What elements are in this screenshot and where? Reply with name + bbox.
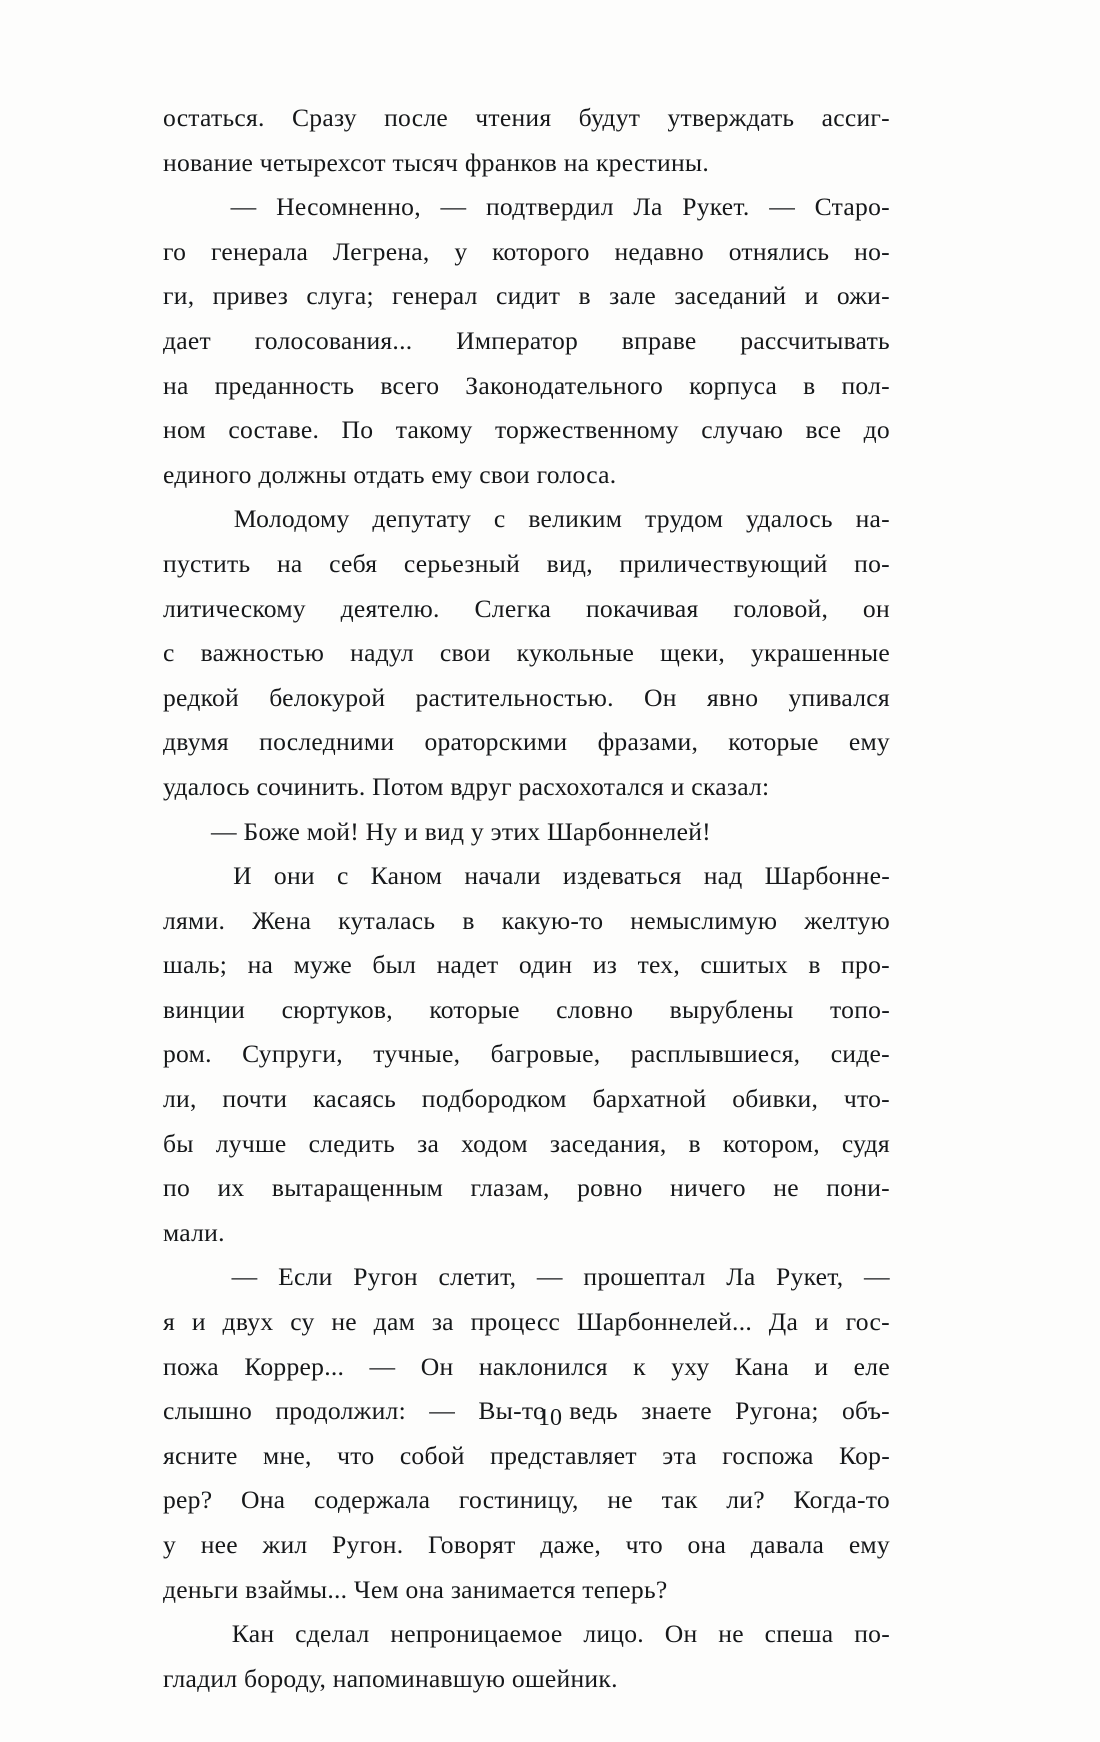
text-line: слышно продолжил: — Вы-то ведь знаете Ругона; объ- — [163, 1396, 890, 1426]
text-line: — Несомненно, — подтвердил Ла Рукет. — Старо- — [163, 185, 890, 230]
text-line: ли, почти касаясь подбородком бархатной обивки, что- — [163, 1084, 890, 1114]
paragraph-p5 — [163, 854, 890, 1255]
text-line: гладил бороду, напоминавшую ошейник. — [163, 1663, 618, 1693]
page-number: 10 — [538, 1405, 562, 1431]
text-line: шаль; на муже был надет один из тех, сшитых в про- — [163, 950, 890, 980]
text-line: ги, привез слуга; генерал сидит в зале заседаний и ожи- — [163, 281, 890, 311]
text-line: — Если Ругон слетит, — прошептал Ла Рукет, — — [163, 1255, 890, 1300]
text-line: у нее жил Ругон. Говорят даже, что она давала ему — [163, 1530, 890, 1559]
text-line: я и двух су не дам за процесс Шарбоннелей... Да и гос- — [163, 1307, 890, 1337]
text-line: удалось сочинить. Потом вдруг расхохотался и сказал: — [163, 771, 770, 801]
text-line: ром. Супруги, тучные, багровые, расплывшиеся, сиде- — [163, 1039, 890, 1069]
text-line: пожа Коррер... — Он наклонился к уху Кана и еле — [163, 1351, 890, 1381]
paragraph-indent — [163, 497, 211, 542]
text-line: бы лучше следить за ходом заседания, в котором, судя — [163, 1128, 890, 1158]
paragraph-indent — [163, 1612, 211, 1657]
paragraph-p2 — [163, 185, 890, 497]
text-line: литическому деятелю. Слегка покачивая головой, он — [163, 593, 890, 623]
text-line: ясните мне, что собой представляет эта госпожа Кор- — [163, 1440, 890, 1470]
text-line: остаться. Сразу после чтения будут утверждать ассиг- — [163, 103, 890, 132]
text-line: единого должны отдать ему свои голоса. — [163, 459, 617, 489]
text-column — [163, 96, 890, 1701]
paragraph-p1 — [163, 96, 890, 185]
paragraph-indent — [163, 854, 211, 899]
text-line: мали. — [163, 1217, 225, 1247]
text-line: двумя последними ораторскими фразами, которые ему — [163, 727, 890, 757]
text-line: лями. Жена куталась в какую-то немыслимую желтую — [163, 905, 890, 935]
text-line: дает голосования... Император вправе рассчитывать — [163, 325, 890, 355]
text-line: Молодому депутату с великим трудом удалось на- — [163, 497, 890, 542]
paragraph-p6 — [163, 1255, 890, 1612]
text-line: го генерала Легрена, у которого недавно отнялись но- — [163, 236, 890, 266]
text-line: — Боже мой! Ну и вид у этих Шарбоннелей! — [211, 816, 711, 846]
text-line: с важностью надул свои кукольные щеки, украшенные — [163, 638, 890, 668]
text-line: пустить на себя серьезный вид, приличествующий по- — [163, 548, 890, 578]
paragraph-indent — [163, 185, 211, 230]
text-line: ном составе. По такому торжественному случаю все до — [163, 415, 890, 445]
text-line: по их вытаращенным глазам, ровно ничего не пони- — [163, 1173, 890, 1203]
text-line: на преданность всего Законодательного корпуса в пол- — [163, 370, 890, 400]
text-line: Кан сделал непроницаемое лицо. Он не спеша по- — [163, 1612, 890, 1657]
text-line: деньги взаймы... Чем она занимается теперь? — [163, 1574, 668, 1604]
paragraph-p7 — [163, 1612, 890, 1701]
text-line: И они с Каном начали издеваться над Шарбонне- — [163, 854, 890, 899]
paragraph-p4 — [163, 810, 890, 855]
text-line: винции сюртуков, которые словно вырублены топо- — [163, 994, 890, 1024]
paragraph-p3 — [163, 497, 890, 809]
text-line: рер? Она содержала гостиницу, не так ли? Когда-то — [163, 1485, 890, 1515]
text-line: редкой белокурой растительностью. Он явно упивался — [163, 682, 890, 712]
paragraph-indent — [163, 1255, 211, 1300]
text-line: нование четырехсот тысяч франков на крестины. — [163, 147, 710, 177]
